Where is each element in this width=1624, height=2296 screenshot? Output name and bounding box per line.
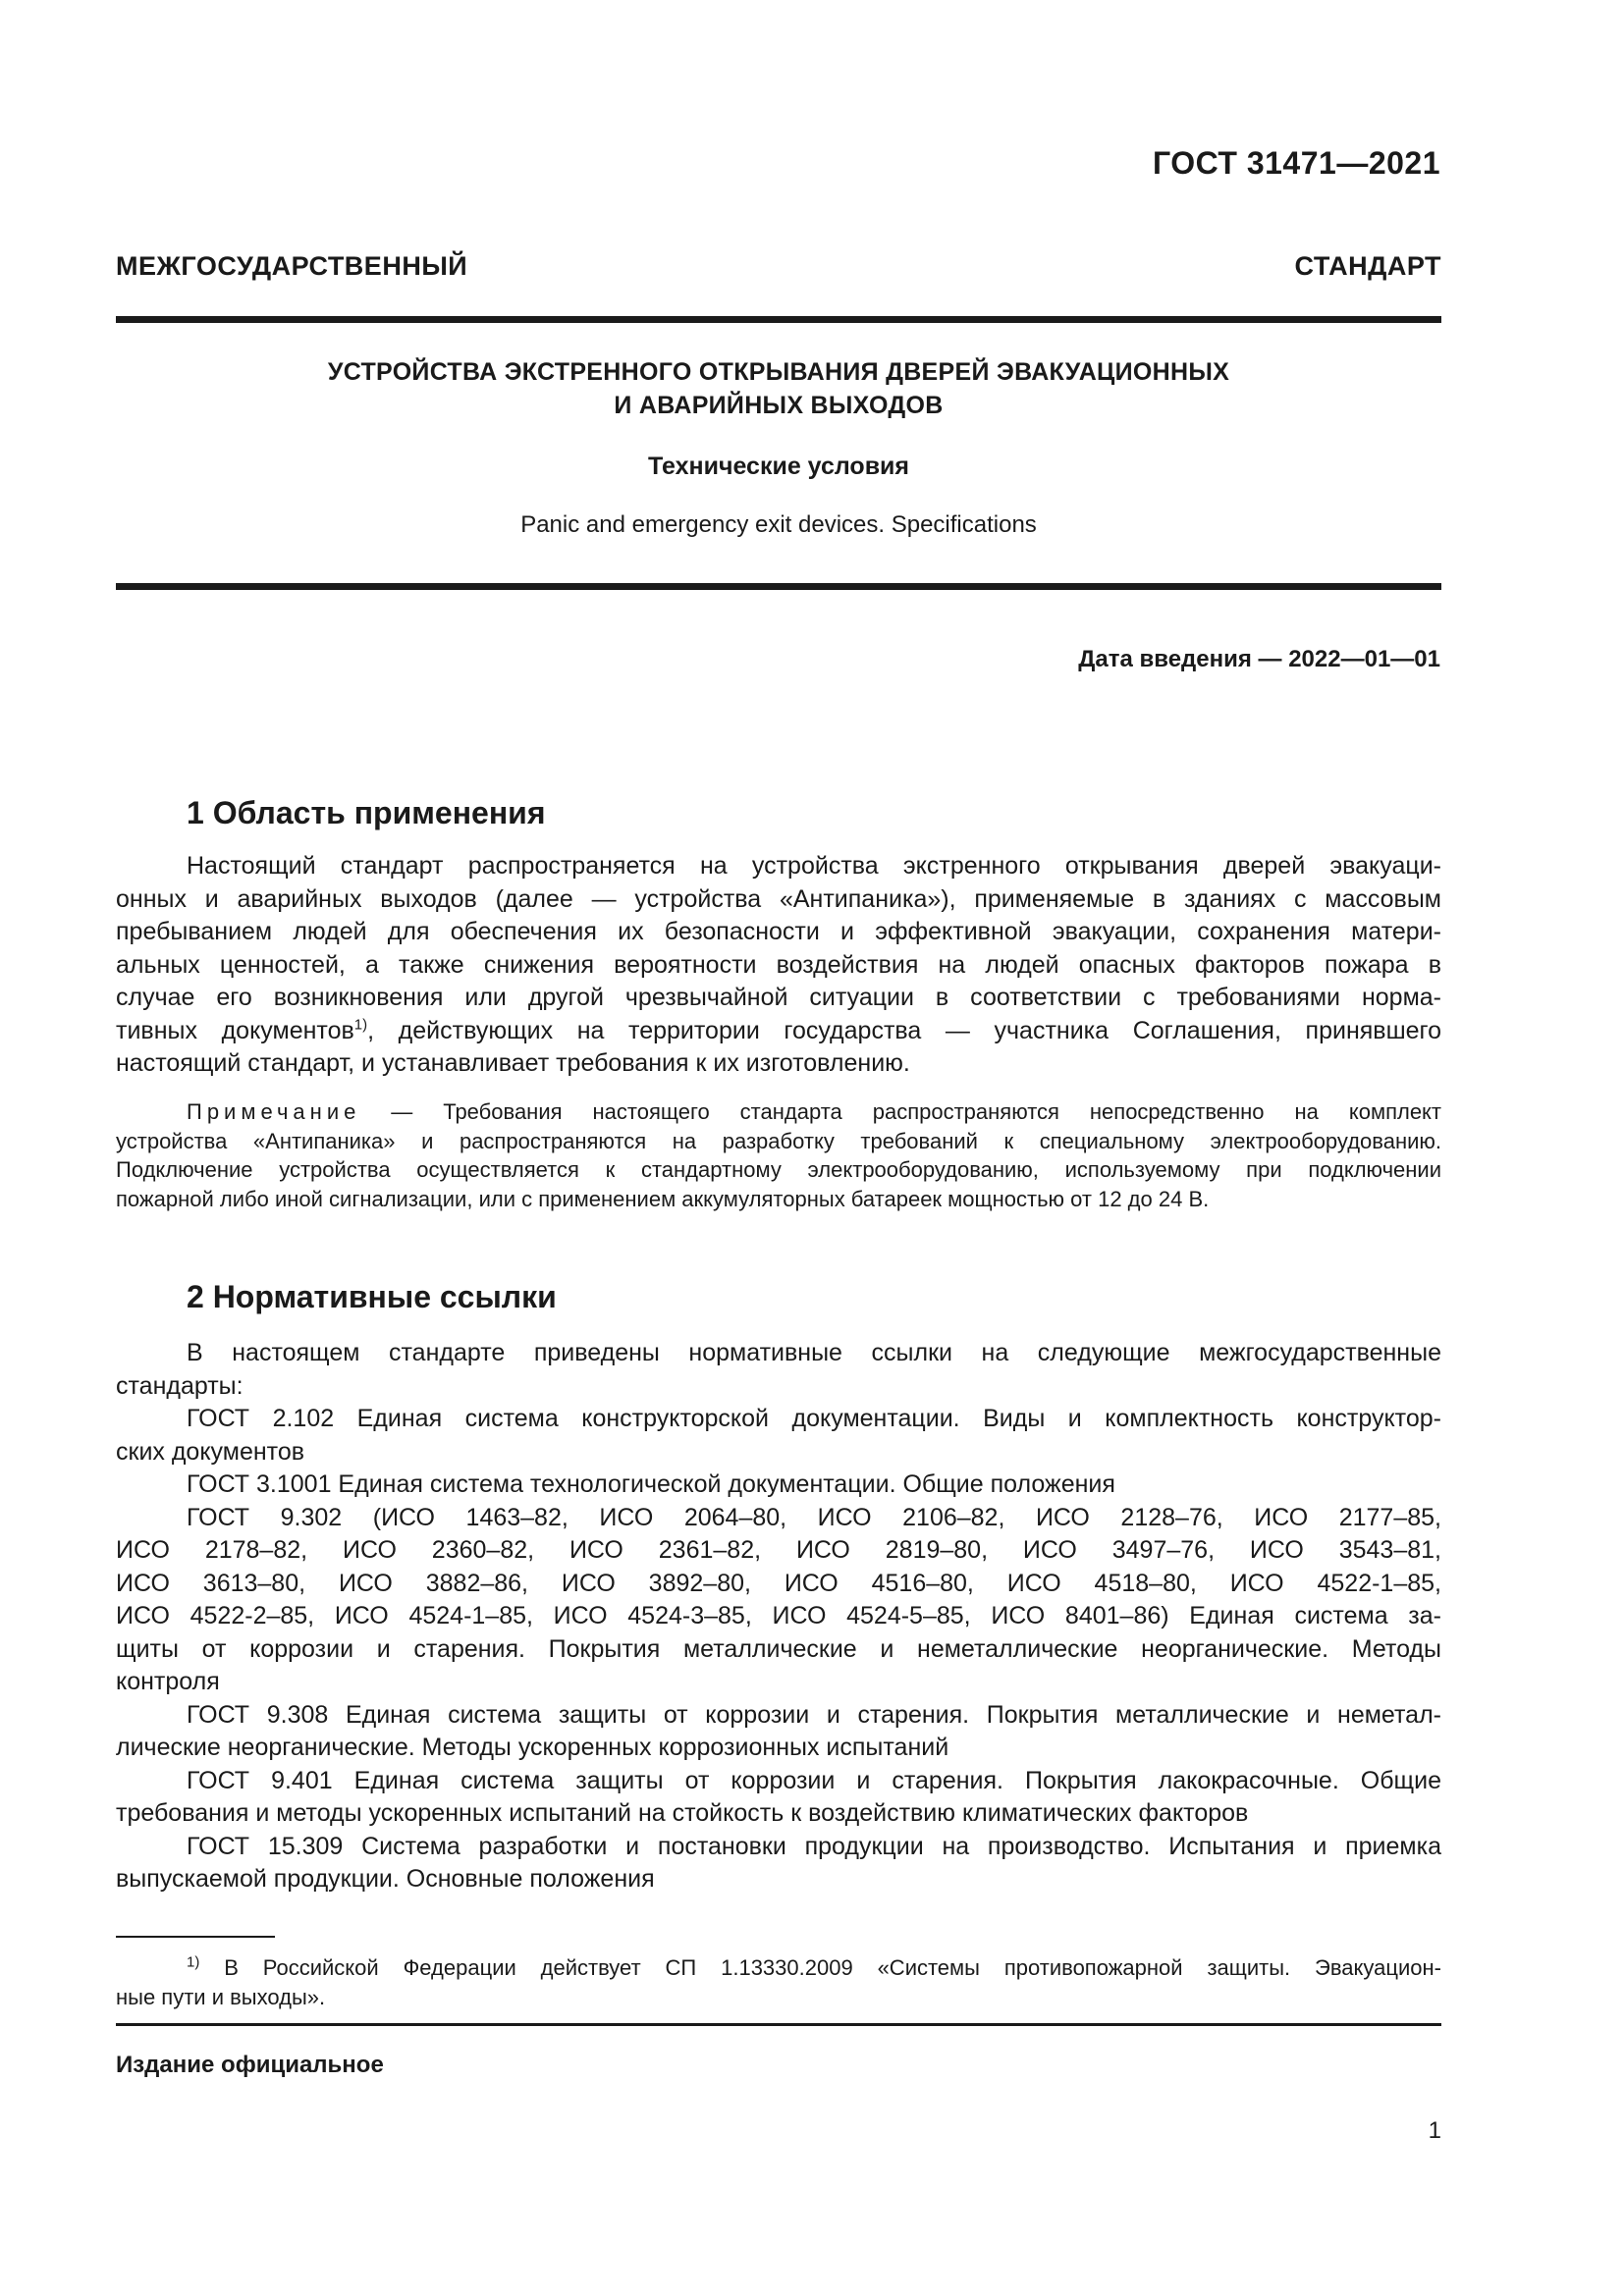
references-list xyxy=(116,1337,1441,1896)
page-number: 1 xyxy=(1428,2117,1441,2144)
reference-line: щиты от коррозии и старения. Покрытия металлические и неметаллические неорганические. Методы xyxy=(116,1634,1441,1663)
text-line: онных и аварийных выходов (далее — устройства «Антипаника»), применяемые в зданиях с массовым xyxy=(116,884,1441,913)
text-line: В настоящем стандарте приведены нормативные ссылки на следующие межгосударственные xyxy=(187,1339,1441,1366)
reference-line: контроля xyxy=(116,1668,220,1695)
section-heading-scope: 1 Область применения xyxy=(187,795,546,830)
footnote xyxy=(116,1953,1441,2012)
text-line: случае его возникновения или другой чрезвычайной ситуации в соответствии с требованиями норма- xyxy=(116,984,1441,1011)
english-title: Panic and emergency exit devices. Specifications xyxy=(520,511,1037,538)
reference-line: ГОСТ 2.102 Единая система конструкторской документации. Виды и комплектность конструктор- xyxy=(187,1405,1441,1432)
introduction-date: Дата введения — 2022—01—01 xyxy=(1078,646,1440,672)
text-line: Настоящий стандарт распространяется на устройства экстренного открывания дверей эвакуаци- xyxy=(187,852,1441,880)
title-block xyxy=(116,355,1441,539)
text-line: настоящий стандарт, и устанавливает требования к их изготовлению. xyxy=(116,1049,910,1077)
note-text: — Требования настоящего стандарта распространяются непосредственно на комплект xyxy=(360,1099,1441,1124)
bottom-rule xyxy=(116,2023,1441,2026)
title-line-2: И АВАРИЙНЫХ ВЫХОДОВ xyxy=(614,392,944,419)
reference-line: ГОСТ 9.308 Единая система защиты от коррозии и старения. Покрытия металлические и неметал- xyxy=(187,1700,1441,1729)
scope-paragraph xyxy=(116,850,1441,1081)
reference-line: ГОСТ 9.302 (ИСО 1463–82, ИСО 2064–80, ИСО 2106–82, ИСО 2128–76, ИСО 2177–85, xyxy=(187,1503,1441,1531)
footnote-line xyxy=(116,1953,1441,1983)
document-code: ГОСТ 31471—2021 xyxy=(1152,145,1440,181)
section-heading-references: 2 Нормативные ссылки xyxy=(187,1279,557,1314)
title-rule xyxy=(116,583,1441,590)
reference-line: ГОСТ 3.1001 Единая система технологической документации. Общие положения xyxy=(187,1470,1115,1498)
text-fragment: , действующих на территории государства — участника Соглашения, принявшего xyxy=(367,1016,1441,1044)
note-label: Примечание xyxy=(187,1099,361,1124)
reference-line: требования и методы ускоренных испытаний на стойкость к воздействию климатических факторов xyxy=(116,1799,1249,1827)
reference-line: ГОСТ 9.401 Единая система защиты от коррозии и старения. Покрытия лакокрасочные. Общие xyxy=(187,1766,1441,1794)
text-line: стандарты: xyxy=(116,1371,244,1400)
standard-type-banner: МЕЖГОСУДАРСТВЕННЫЙ СТАНДАРТ xyxy=(116,251,1441,281)
footnote-line: ные пути и выходы». xyxy=(116,1985,326,2009)
subtitle: Технические условия xyxy=(647,453,910,480)
top-rule xyxy=(116,316,1441,323)
text-line: альных ценностей, а также снижения вероятности воздействия на людей опасных факторов пожара в xyxy=(116,950,1441,979)
reference-line: ИСО 4522-2–85, ИСО 4524-1–85, ИСО 4524-3–85, ИСО 4524-5–85, ИСО 8401–86) Единая система за- xyxy=(116,1602,1441,1629)
note-line: Подключение устройства осуществляется к стандартному электрооборудованию, используемому при подключении xyxy=(116,1157,1441,1183)
reference-line: выпускаемой продукции. Основные положения xyxy=(116,1865,655,1893)
note-block xyxy=(116,1097,1441,1213)
note-line xyxy=(116,1097,1441,1127)
reference-line: ИСО 2178–82, ИСО 2360–82, ИСО 2361–82, ИСО 2819–80, ИСО 3497–76, ИСО 3543–81, xyxy=(116,1536,1441,1564)
footnote-separator xyxy=(116,1936,275,1938)
text-line: пребыванием людей для обеспечения их безопасности и эффективной эвакуации, сохранения матери- xyxy=(116,918,1441,945)
note-line: устройства «Антипаника» и распространяются на разработку требований к специальному электрооборудованию. xyxy=(116,1128,1441,1153)
footnote-marker: 1) xyxy=(353,1016,368,1034)
footnote-text: В Российской Федерации действует СП 1.13330.2009 «Системы противопожарной защиты. Эвакуацион- xyxy=(199,1955,1441,1980)
reference-line: ИСО 3613–80, ИСО 3882–86, ИСО 3892–80, ИСО 4516–80, ИСО 4518–80, ИСО 4522-1–85, xyxy=(116,1569,1441,1597)
text-fragment: тивных документов xyxy=(116,1016,354,1044)
note-line: пожарной либо иной сигнализации, или с применением аккумуляторных батареек мощностью от 12 до 24 В. xyxy=(116,1186,1210,1211)
reference-line: ских документов xyxy=(116,1437,305,1466)
footnote-marker: 1) xyxy=(187,1953,200,1971)
text-line-with-footnote xyxy=(116,1015,1441,1048)
reference-line: ГОСТ 15.309 Система разработки и постановки продукции на производство. Испытания и приемка xyxy=(187,1832,1441,1860)
edition-label: Издание официальное xyxy=(116,2052,384,2078)
reference-line: лические неорганические. Методы ускоренных коррозионных испытаний xyxy=(116,1734,949,1761)
title-line-1: УСТРОЙСТВА ЭКСТРЕННОГО ОТКРЫВАНИЯ ДВЕРЕЙ ЭВАКУАЦИОННЫХ xyxy=(327,358,1230,386)
